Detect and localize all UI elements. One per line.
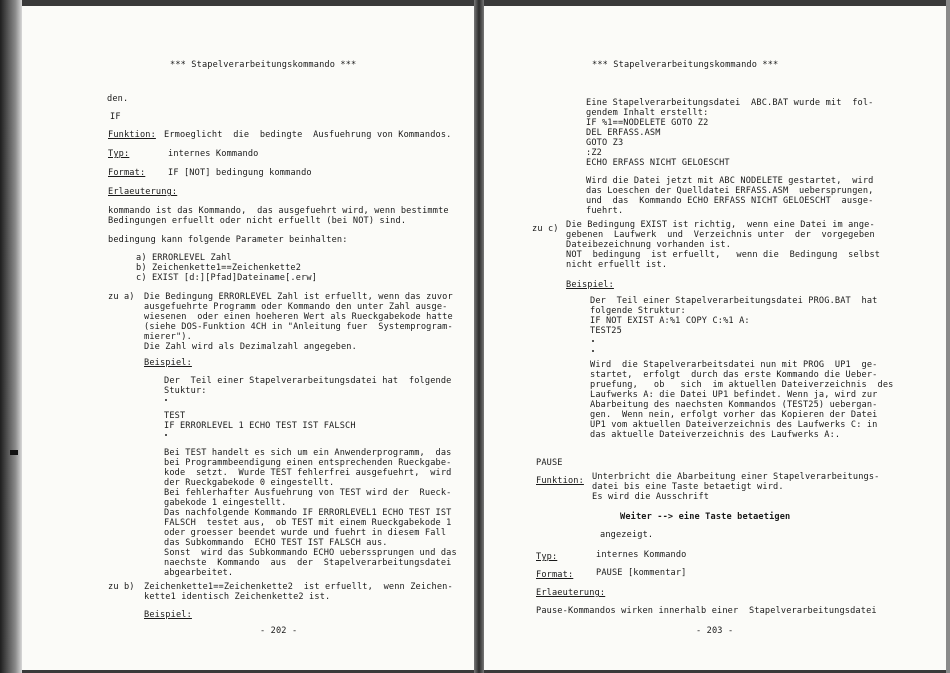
- example-code: TEST25: [590, 326, 622, 336]
- scan-mark: [10, 450, 18, 455]
- example-expl: und das Kommando ECHO ERFASS NICHT GELOESCHT ausge-: [586, 196, 874, 206]
- scan-left-edge: [0, 0, 22, 673]
- example-intro: Der Teil einer Stapelverarbeitungsdatei PROG.BAT hat: [590, 296, 878, 306]
- text-line: den.: [107, 94, 129, 104]
- example-code: DEL ERFASS.ASM: [586, 128, 661, 138]
- zu-a-label: zu a): [108, 292, 135, 302]
- funktion-line: datei bis eine Taste betaetigt wird.: [592, 482, 784, 492]
- command-name: IF: [110, 112, 121, 122]
- example-expl: naechste Kommando aus der Stapelverarbeitungsdatei: [164, 558, 452, 568]
- zu-c-line: NOT bedingung ist erfuellt, wenn die Bedingung selbst: [566, 250, 881, 260]
- example-intro: gendem Inhalt erstellt:: [586, 108, 709, 118]
- funktion-text: Ermoeglicht die bedingte Ausfuehrung von Kommandos.: [164, 130, 452, 140]
- zu-a-line: ausgefuehrte Programm oder Kommando den unter Zahl ausge-: [144, 302, 448, 312]
- zu-c-line: Dateibezeichnung vorhanden ist.: [566, 240, 732, 250]
- example-expl: pruefung, ob sich im aktuellen Dateiverzeichnis des: [590, 380, 894, 390]
- example-intro: Eine Stapelverarbeitungsdatei ABC.BAT wurde mit fol-: [586, 98, 874, 108]
- example-expl: Bei TEST handelt es sich um ein Anwenderprogramm, das: [164, 448, 452, 458]
- erlaeuterung-label: Erlaeuterung:: [108, 187, 178, 197]
- example-intro: Der Teil einer Stapelverarbeitungsdatei hat folgende: [164, 376, 452, 386]
- funktion-label: Funktion:: [108, 130, 156, 140]
- example-expl: Abarbeitung des naechsten Kommandos (TEST25) uebergan-: [590, 400, 878, 410]
- zu-c-label: zu c): [532, 224, 559, 234]
- funktion-line: Es wird die Ausschrift: [592, 492, 710, 502]
- zu-b-line: Zeichenkette1==Zeichenkette2 ist erfuellt, wenn Zeichen-: [144, 582, 453, 592]
- typ-text: internes Kommando: [596, 550, 687, 560]
- example-expl: UP1 vom aktuellen Dateiverzeichnis des Laufwerks C: in: [590, 420, 878, 430]
- example-expl: startet, erfolgt durch das erste Kommando die Ueber-: [590, 370, 878, 380]
- format-text: PAUSE [kommentar]: [596, 568, 687, 578]
- zu-a-line: Die Bedingung ERRORLEVEL Zahl ist erfuellt, wenn das zuvor: [144, 292, 453, 302]
- erlaeuterung-label: Erlaeuterung:: [536, 588, 606, 598]
- example-expl: bei Programmbeendigung einen entsprechenden Rueckgabe-: [164, 458, 452, 468]
- example-code: IF NOT EXIST A:%1 COPY C:%1 A:: [590, 316, 750, 326]
- example-expl: der Rueckgabekode 0 eingestellt.: [164, 478, 335, 488]
- example-expl: gen. Wenn nein, erfolgt vorher das Kopieren der Datei: [590, 410, 878, 420]
- example-expl: kode setzt. Wurde TEST fehlerfrei ausgefuehrt, wird: [164, 468, 452, 478]
- paragraph-line: kommando ist das Kommando, das ausgefuehrt wird, wenn bestimmte: [108, 206, 449, 216]
- paragraph-line: bedingung kann folgende Parameter beinhalten:: [108, 235, 348, 245]
- funktion-label: Funktion:: [536, 476, 584, 486]
- param-item: a) ERRORLEVEL Zahl: [136, 253, 232, 263]
- example-intro: folgende Struktur:: [590, 306, 686, 316]
- zu-b-label: zu b): [108, 582, 135, 592]
- typ-label: Typ:: [108, 149, 130, 159]
- zu-a-line: (siehe DOS-Funktion 4CH in "Anleitung fuer Systemprogram-: [144, 322, 453, 332]
- text-line: angezeigt.: [600, 530, 654, 540]
- param-item: c) EXIST [d:][Pfad]Dateiname[.erw]: [136, 273, 318, 283]
- example-expl: Sonst wird das Subkommando ECHO ueberssprungen und das: [164, 548, 457, 558]
- zu-a-line: Die Zahl wird als Dezimalzahl angegeben.: [144, 342, 357, 352]
- beispiel-label: Beispiel:: [566, 280, 614, 290]
- example-expl: gabekode 1 eingestellt.: [164, 498, 287, 508]
- zu-a-line: mierer").: [144, 332, 192, 342]
- example-expl: Wird die Datei jetzt mit ABC NODELETE gestartet, wird: [586, 176, 874, 186]
- page-left: [22, 6, 474, 670]
- zu-c-line: Die Bedingung EXIST ist richtig, wenn eine Datei im ange-: [566, 220, 875, 230]
- example-expl: fuehrt.: [586, 206, 624, 216]
- paragraph-line: Pause-Kommandos wirken innerhalb einer Stapelverarbeitungsdatei: [536, 606, 877, 616]
- book-gutter: [474, 0, 484, 673]
- funktion-line: Unterbricht die Abarbeitung einer Stapelverarbeitungs-: [592, 472, 880, 482]
- beispiel-label: Beispiel:: [144, 610, 192, 620]
- page-number: - 203 -: [696, 626, 734, 636]
- example-code: :Z2: [586, 148, 602, 158]
- example-expl: das aktuelle Dateiverzeichnis des Laufwerks A:.: [590, 430, 841, 440]
- example-expl: oder groesser beendet wurde und fuehrt in diesem Fall: [164, 528, 447, 538]
- format-text: IF [NOT] bedingung kommando: [168, 168, 312, 178]
- example-expl: Laufwerks A: die Datei UP1 befindet. Wenn ja, wird zur: [590, 390, 878, 400]
- example-code: IF ERRORLEVEL 1 ECHO TEST IST FALSCH: [164, 421, 356, 431]
- example-expl: abgearbeitet.: [164, 568, 234, 578]
- typ-text: internes Kommando: [168, 149, 259, 159]
- example-expl: das Subkommando ECHO TEST IST FALSCH aus.: [164, 538, 388, 548]
- zu-a-line: wiesenen oder einen hoeheren Wert als Rueckgabekode hatte: [144, 312, 453, 322]
- example-expl: Das nachfolgende Kommando IF ERRORLEVEL1 ECHO TEST IST: [164, 508, 452, 518]
- example-expl: Wird die Stapelverarbeitsdatei nun mit PROG UP1 ge-: [590, 360, 878, 370]
- example-expl: das Loeschen der Quelldatei ERFASS.ASM uebersprungen,: [586, 186, 874, 196]
- page-number: - 202 -: [260, 626, 298, 636]
- zu-b-line: kette1 identisch Zeichenkette2 ist.: [144, 592, 331, 602]
- page-header: *** Stapelverarbeitungskommando ***: [592, 60, 779, 70]
- bullet-dot: [592, 340, 594, 342]
- bullet-dot: [165, 434, 167, 436]
- param-item: b) Zeichenkette1==Zeichenkette2: [136, 263, 302, 273]
- example-code: ECHO ERFASS NICHT GELOESCHT: [586, 158, 730, 168]
- example-expl: Bei fehlerhafter Ausfuehrung von TEST wird der Rueck-: [164, 488, 452, 498]
- beispiel-label: Beispiel:: [144, 358, 192, 368]
- example-expl: FALSCH testet aus, ob TEST mit einem Rueckgabekode 1: [164, 518, 452, 528]
- example-code: GOTO Z3: [586, 138, 624, 148]
- example-code: IF %1==NODELETE GOTO Z2: [586, 118, 709, 128]
- format-label: Format:: [536, 570, 574, 580]
- bullet-dot: [592, 350, 594, 352]
- paragraph-line: Bedingungen erfuellt oder nicht erfuellt (bei NOT) sind.: [108, 216, 407, 226]
- format-label: Format:: [108, 168, 146, 178]
- bullet-dot: [165, 399, 167, 401]
- pause-message: Weiter --> eine Taste betaetigen: [620, 512, 791, 522]
- example-intro: Stuktur:: [164, 386, 207, 396]
- page-header: *** Stapelverarbeitungskommando ***: [170, 60, 357, 70]
- command-name: PAUSE: [536, 458, 563, 468]
- scan-right-edge: [946, 0, 950, 673]
- zu-c-line: gebenen Laufwerk und Verzeichnis unter der vorgegeben: [566, 230, 875, 240]
- page-right: [484, 6, 946, 670]
- zu-c-line: nicht erfuellt ist.: [566, 260, 668, 270]
- typ-label: Typ:: [536, 552, 558, 562]
- example-code: TEST: [164, 411, 186, 421]
